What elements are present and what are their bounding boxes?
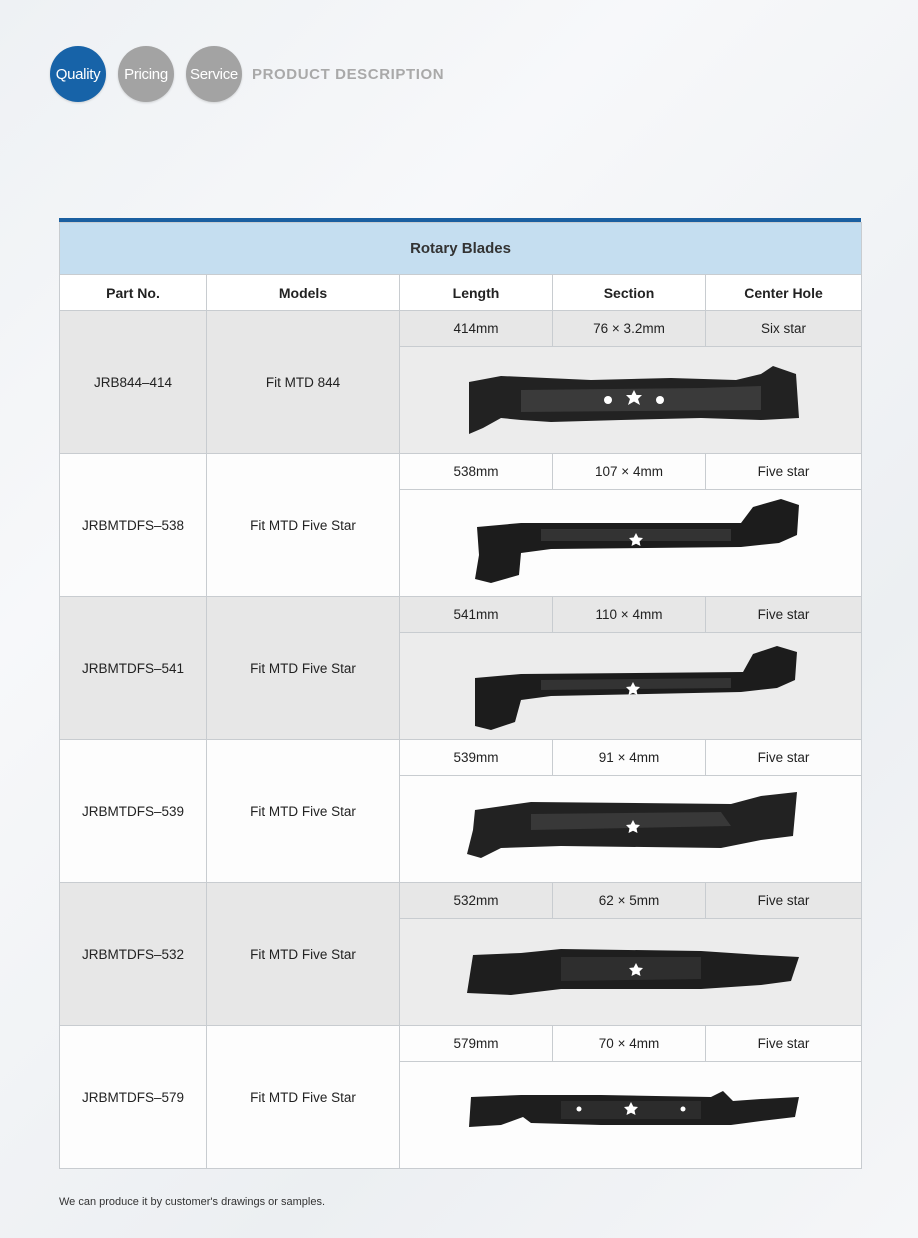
blade-image-cell [400,633,862,740]
part-number: JRBMTDFS–579 [60,1026,207,1169]
length: 532mm [400,883,553,919]
table-row [60,454,862,490]
blade-five-star-icon [461,937,801,1007]
table-row [60,597,862,633]
length: 539mm [400,740,553,776]
blade-image-cell [400,347,862,454]
blade-image-cell [400,490,862,597]
section: 70 × 4mm [553,1026,706,1062]
center-hole: Five star [706,883,862,919]
model: Fit MTD Five Star [207,883,400,1026]
section: 107 × 4mm [553,454,706,490]
blade-five-star-icon [461,638,801,734]
section: 76 × 3.2mm [553,311,706,347]
length: 414mm [400,311,553,347]
center-hole: Six star [706,311,862,347]
blade-five-star-icon [461,495,801,591]
blade-five-star-icon [461,1087,801,1143]
section: 62 × 5mm [553,883,706,919]
col-header-models: Models [207,275,400,311]
part-number: JRBMTDFS–538 [60,454,207,597]
section: 110 × 4mm [553,597,706,633]
length: 538mm [400,454,553,490]
pricing-badge: Pricing [118,46,174,102]
service-badge: Service [186,46,242,102]
part-number: JRBMTDFS–541 [60,597,207,740]
center-hole: Five star [706,1026,862,1062]
model: Fit MTD Five Star [207,454,400,597]
col-header-section: Section [553,275,706,311]
model: Fit MTD Five Star [207,740,400,883]
table-title: Rotary Blades [60,223,862,275]
header-badges [50,46,444,102]
rotary-blades-table [59,218,861,1169]
blade-six-star-icon [461,360,801,440]
table-row [60,883,862,919]
quality-badge: Quality [50,46,106,102]
part-number: JRB844–414 [60,311,207,454]
length: 541mm [400,597,553,633]
model: Fit MTD Five Star [207,1026,400,1169]
col-header-part-no: Part No. [60,275,207,311]
model: Fit MTD 844 [207,311,400,454]
center-hole: Five star [706,454,862,490]
center-hole: Five star [706,597,862,633]
blade-image-cell [400,919,862,1026]
section-title: PRODUCT DESCRIPTION [252,65,445,83]
blade-five-star-icon [461,786,801,872]
section: 91 × 4mm [553,740,706,776]
table-row [60,740,862,776]
blade-image-cell [400,776,862,883]
blade-image-cell [400,1062,862,1169]
part-number: JRBMTDFS–532 [60,883,207,1026]
length: 579mm [400,1026,553,1062]
table-row [60,1026,862,1062]
part-number: JRBMTDFS–539 [60,740,207,883]
footnote: We can produce it by customer's drawings or samples. [59,1196,326,1208]
model: Fit MTD Five Star [207,597,400,740]
col-header-center-hole: Center Hole [706,275,862,311]
table-row [60,311,862,347]
center-hole: Five star [706,740,862,776]
col-header-length: Length [400,275,553,311]
